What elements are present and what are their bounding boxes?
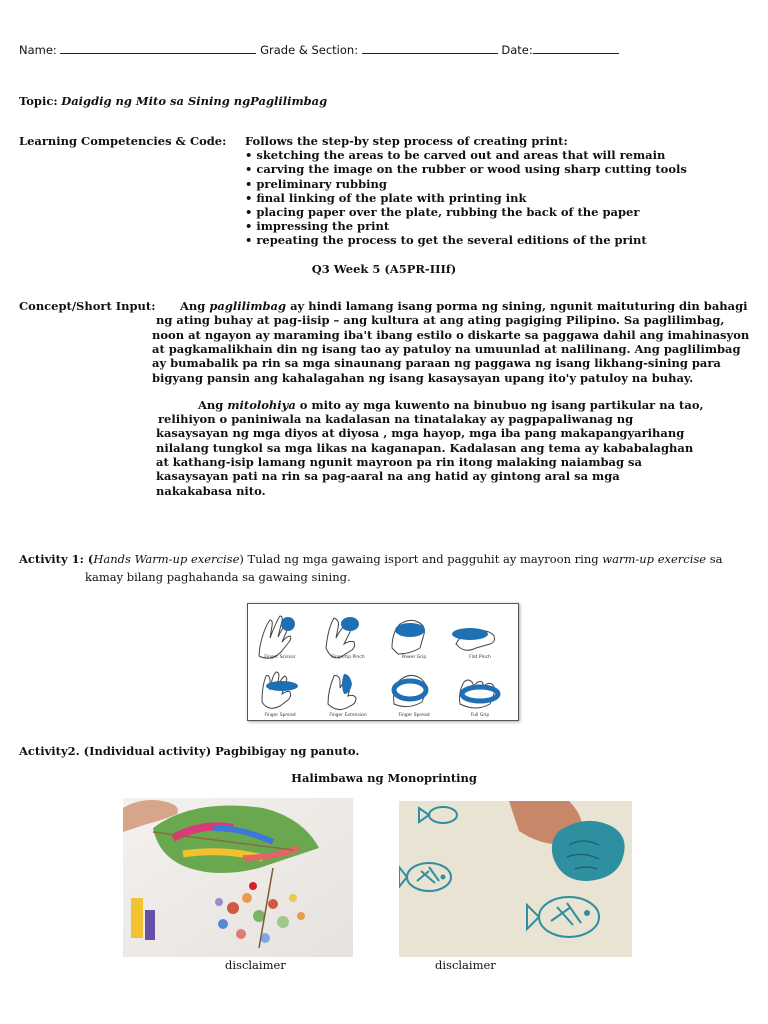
photo1-caption: disclaimer <box>225 958 286 972</box>
date-blank[interactable] <box>533 41 619 54</box>
figure-label: Flat Pinch <box>469 655 491 660</box>
activity1-term2: warm-up exercise <box>602 552 707 566</box>
figure-label: Finger Extension <box>329 713 367 718</box>
competencies-list <box>245 134 745 248</box>
competency-item: • carving the image on the rubber or wood using sharp cutting tools <box>245 162 687 177</box>
concept-p2-line: kasaysayan ng mga diyos at diyosa , mga hayop, mga iba pang makapangyarihang <box>156 426 685 440</box>
activity1-open: ( <box>83 552 94 566</box>
week-code: Q3 Week 5 (A5PR-IIIf) <box>311 262 457 276</box>
figure-label: Finger Spread <box>264 713 296 718</box>
activity2-line: Activity2. (Individual activity) Pagbibigay ng panuto. <box>19 744 360 758</box>
concept-p1-line: ng ating buhay at pag-iisip – ang kultura at ang ating pagiging Pilipino. Sa paglilimbag, <box>156 313 725 327</box>
fish-stamp-image <box>399 801 632 957</box>
exercise-balls <box>266 617 498 701</box>
concept-p1-line: at pagkamalikhain din ng isang tao ay patuloy na umuunlad at nalilinang. Ang paglilimbag <box>152 342 741 356</box>
hand-exercise-illustration <box>248 604 518 720</box>
name-label: Name: <box>19 43 57 57</box>
competency-item: • final linking of the plate with printing ink <box>245 190 527 205</box>
competency-item: • placing paper over the plate, rubbing the back of the paper <box>245 205 640 220</box>
concept-p1-line: bigyang pansin ang kahalagahan ng isang kasaysayan upang ito'y patuloy na buhay. <box>152 371 694 385</box>
figure-label: Finger Scissor <box>264 655 296 660</box>
leaf-print-photo <box>123 798 353 957</box>
topic-line <box>19 94 327 108</box>
name-blank[interactable] <box>60 41 256 54</box>
photo2-caption: disclaimer <box>435 958 496 972</box>
activity1-line <box>19 552 723 566</box>
concept-p2-line: nakakabasa nito. <box>156 484 266 498</box>
concept-p1-line: ay bumabalik pa rin sa mga sinaunang paraan ng paggawa ng isang likhang-sining para <box>152 356 721 370</box>
concept-p1-ang: Ang <box>180 299 210 313</box>
grade-section-blank[interactable] <box>362 41 498 54</box>
concept-p1-first: ay hindi lamang isang porma ng sining, ngunit maituturing din bahagi <box>286 299 748 313</box>
concept-p2-line: at kathang-isip lamang ngunit mayroon pa rin itong malaking naiambag sa <box>156 455 642 469</box>
competencies-intro: Follows the step-by step process of creating print: <box>245 134 568 148</box>
activity1-end: sa <box>706 552 723 566</box>
student-info-header <box>19 41 759 57</box>
hand-exercise-figure <box>247 603 519 721</box>
topic-label: Topic: <box>19 94 58 108</box>
competency-item: • repeating the process to get the several editions of the print <box>245 233 647 248</box>
term-mitolohiya: mitolohiya <box>227 398 296 412</box>
leaf-print-image <box>123 798 353 957</box>
concept-p2-line: kasaysayan pati na rin sa pag-aaral na ang hatid ay gintong aral sa mga <box>156 469 620 483</box>
competency-item: • preliminary rubbing <box>245 176 387 191</box>
date-label: Date: <box>501 43 533 57</box>
concept-p2-first-line <box>198 398 704 412</box>
grade-section-label: Grade & Section: <box>260 43 359 57</box>
concept-p2-line: nilalang tungkol sa mga likas na kaganapan. Kadalasan ang tema ay kababalaghan <box>156 441 694 455</box>
topic-value: Daigdig ng Mito sa Sining ngPaglilimbag <box>61 94 328 108</box>
concept-p2-first: o mito ay mga kuwento na binubuo ng isang partikular na tao, <box>295 398 704 412</box>
figure-label: Power Grip <box>401 655 427 660</box>
concept-p1-first-line <box>180 299 748 313</box>
concept-p2-line: relihiyon o paniniwala na kadalasan na tinatalakay ay pagpapaliwanag ng <box>158 412 634 426</box>
fish-stamp-photo <box>399 801 632 957</box>
term-paglilimbag: paglilimbag <box>209 299 287 313</box>
concept-label: Concept/Short Input: <box>19 299 156 313</box>
figure-label: Finger Spread <box>398 713 430 718</box>
competencies-label: Learning Competencies & Code: <box>19 134 227 148</box>
activity1-label: Activity 1: <box>19 552 84 566</box>
activity1-term: Hands Warm-up exercise <box>93 552 240 566</box>
activity1-mid: ) Tulad ng mga gawaing isport and pagguhit ay mayroon ring <box>239 552 603 566</box>
monoprinting-title: Halimbawa ng Monoprinting <box>291 771 477 785</box>
competency-item: • impressing the print <box>245 219 390 234</box>
concept-p2-ang: Ang <box>198 398 228 412</box>
competency-item: • sketching the areas to be carved out and areas that will remain <box>245 148 666 163</box>
concept-p1-line: noon at ngayon ay maraming iba't ibang estilo o diskarte sa paggawa dahil ang imahinasyon <box>152 328 750 342</box>
figure-label: Fingertip Pinch <box>331 655 365 660</box>
figure-label: Full Grip <box>470 713 490 718</box>
activity1-line2: kamay bilang paghahanda sa gawaing sining. <box>85 570 351 584</box>
